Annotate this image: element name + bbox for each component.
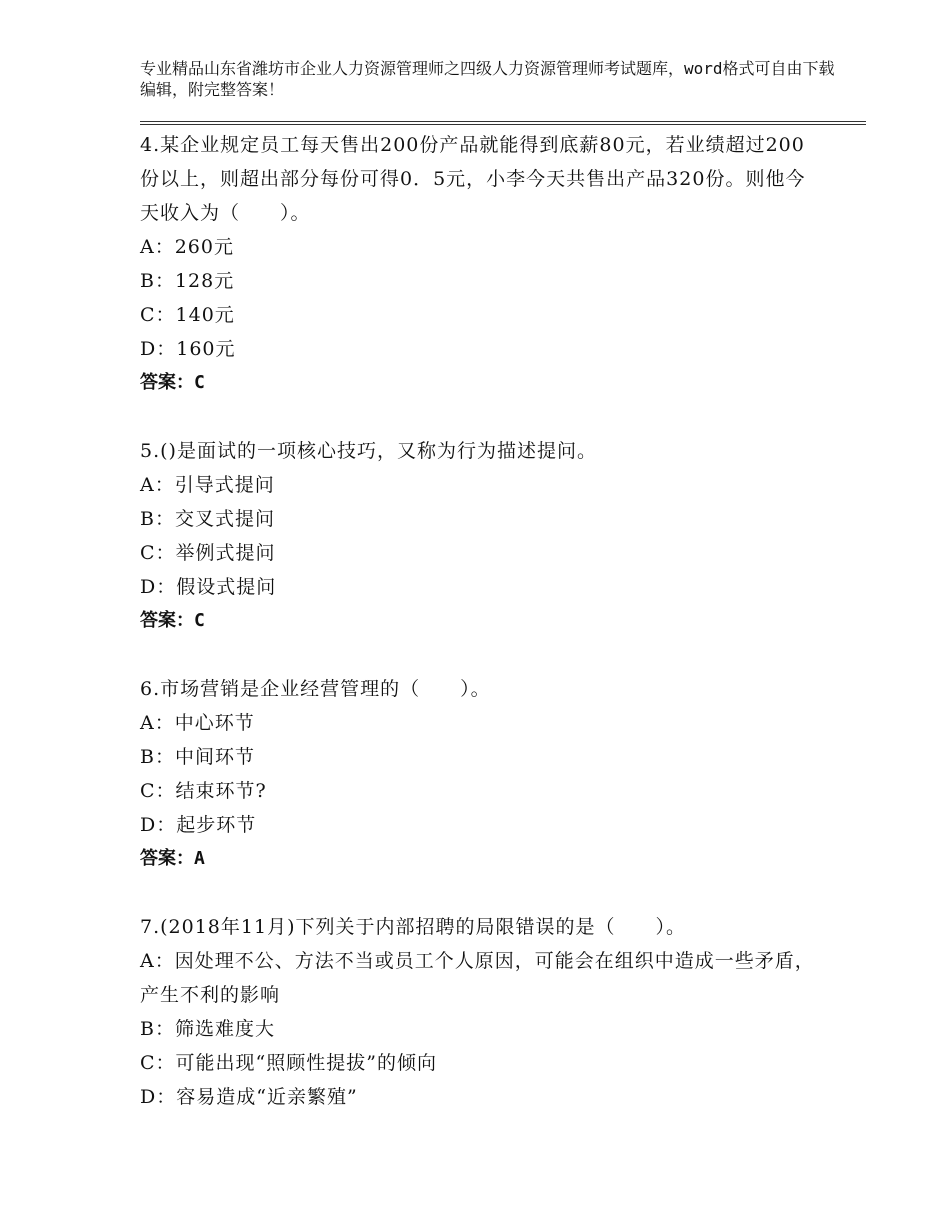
question-7	[140, 910, 820, 1114]
header-divider	[140, 121, 866, 125]
question-text: 5.()是面试的一项核心技巧，又称为行为描述提问。	[140, 440, 597, 462]
question-text: 4.某企业规定员工每天售出200份产品就能得到底薪80元，若业绩超过200份以上，则超出部分每份可得0．5元，小李今天共售出产品320份。则他今天收入为（ ）。	[140, 134, 806, 224]
spacer	[140, 876, 820, 910]
spacer	[140, 400, 820, 434]
answer-label: 答案：C	[140, 372, 205, 393]
option-a: A：引导式提问	[140, 474, 275, 496]
option-b: B：中间环节	[140, 746, 255, 768]
option-b: B：128元	[140, 270, 235, 292]
option-a: A：因处理不公、方法不当或员工个人原因，可能会在组织中造成一些矛盾，产生不利的影响	[140, 950, 815, 1006]
question-6	[140, 672, 820, 876]
question-5	[140, 434, 820, 638]
question-text: 6.市场营销是企业经营管理的（ ）。	[140, 678, 491, 700]
option-c: C：140元	[140, 304, 235, 326]
option-a: A：中心环节	[140, 712, 255, 734]
question-list	[140, 128, 820, 1114]
option-b: B：筛选难度大	[140, 1018, 275, 1040]
option-c: C：可能出现“照顾性提拔”的倾向	[140, 1052, 437, 1074]
answer-label: 答案：C	[140, 610, 205, 631]
question-4	[140, 128, 820, 400]
document-header: 专业精品山东省潍坊市企业人力资源管理师之四级人力资源管理师考试题库，word格式可自由下载编辑，附完整答案！	[140, 59, 835, 99]
option-c: C：举例式提问	[140, 542, 276, 564]
answer-label: 答案：A	[140, 848, 205, 869]
option-d: D：假设式提问	[140, 576, 277, 598]
option-b: B：交叉式提问	[140, 508, 275, 530]
question-text: 7.(2018年11月)下列关于内部招聘的局限错误的是（ ）。	[140, 916, 686, 938]
option-d: D：160元	[140, 338, 236, 360]
option-a: A：260元	[140, 236, 234, 258]
option-d: D：容易造成“近亲繁殖”	[140, 1086, 358, 1108]
spacer	[140, 638, 820, 672]
option-d: D：起步环节	[140, 814, 257, 836]
option-c: C：结束环节?	[140, 780, 267, 802]
